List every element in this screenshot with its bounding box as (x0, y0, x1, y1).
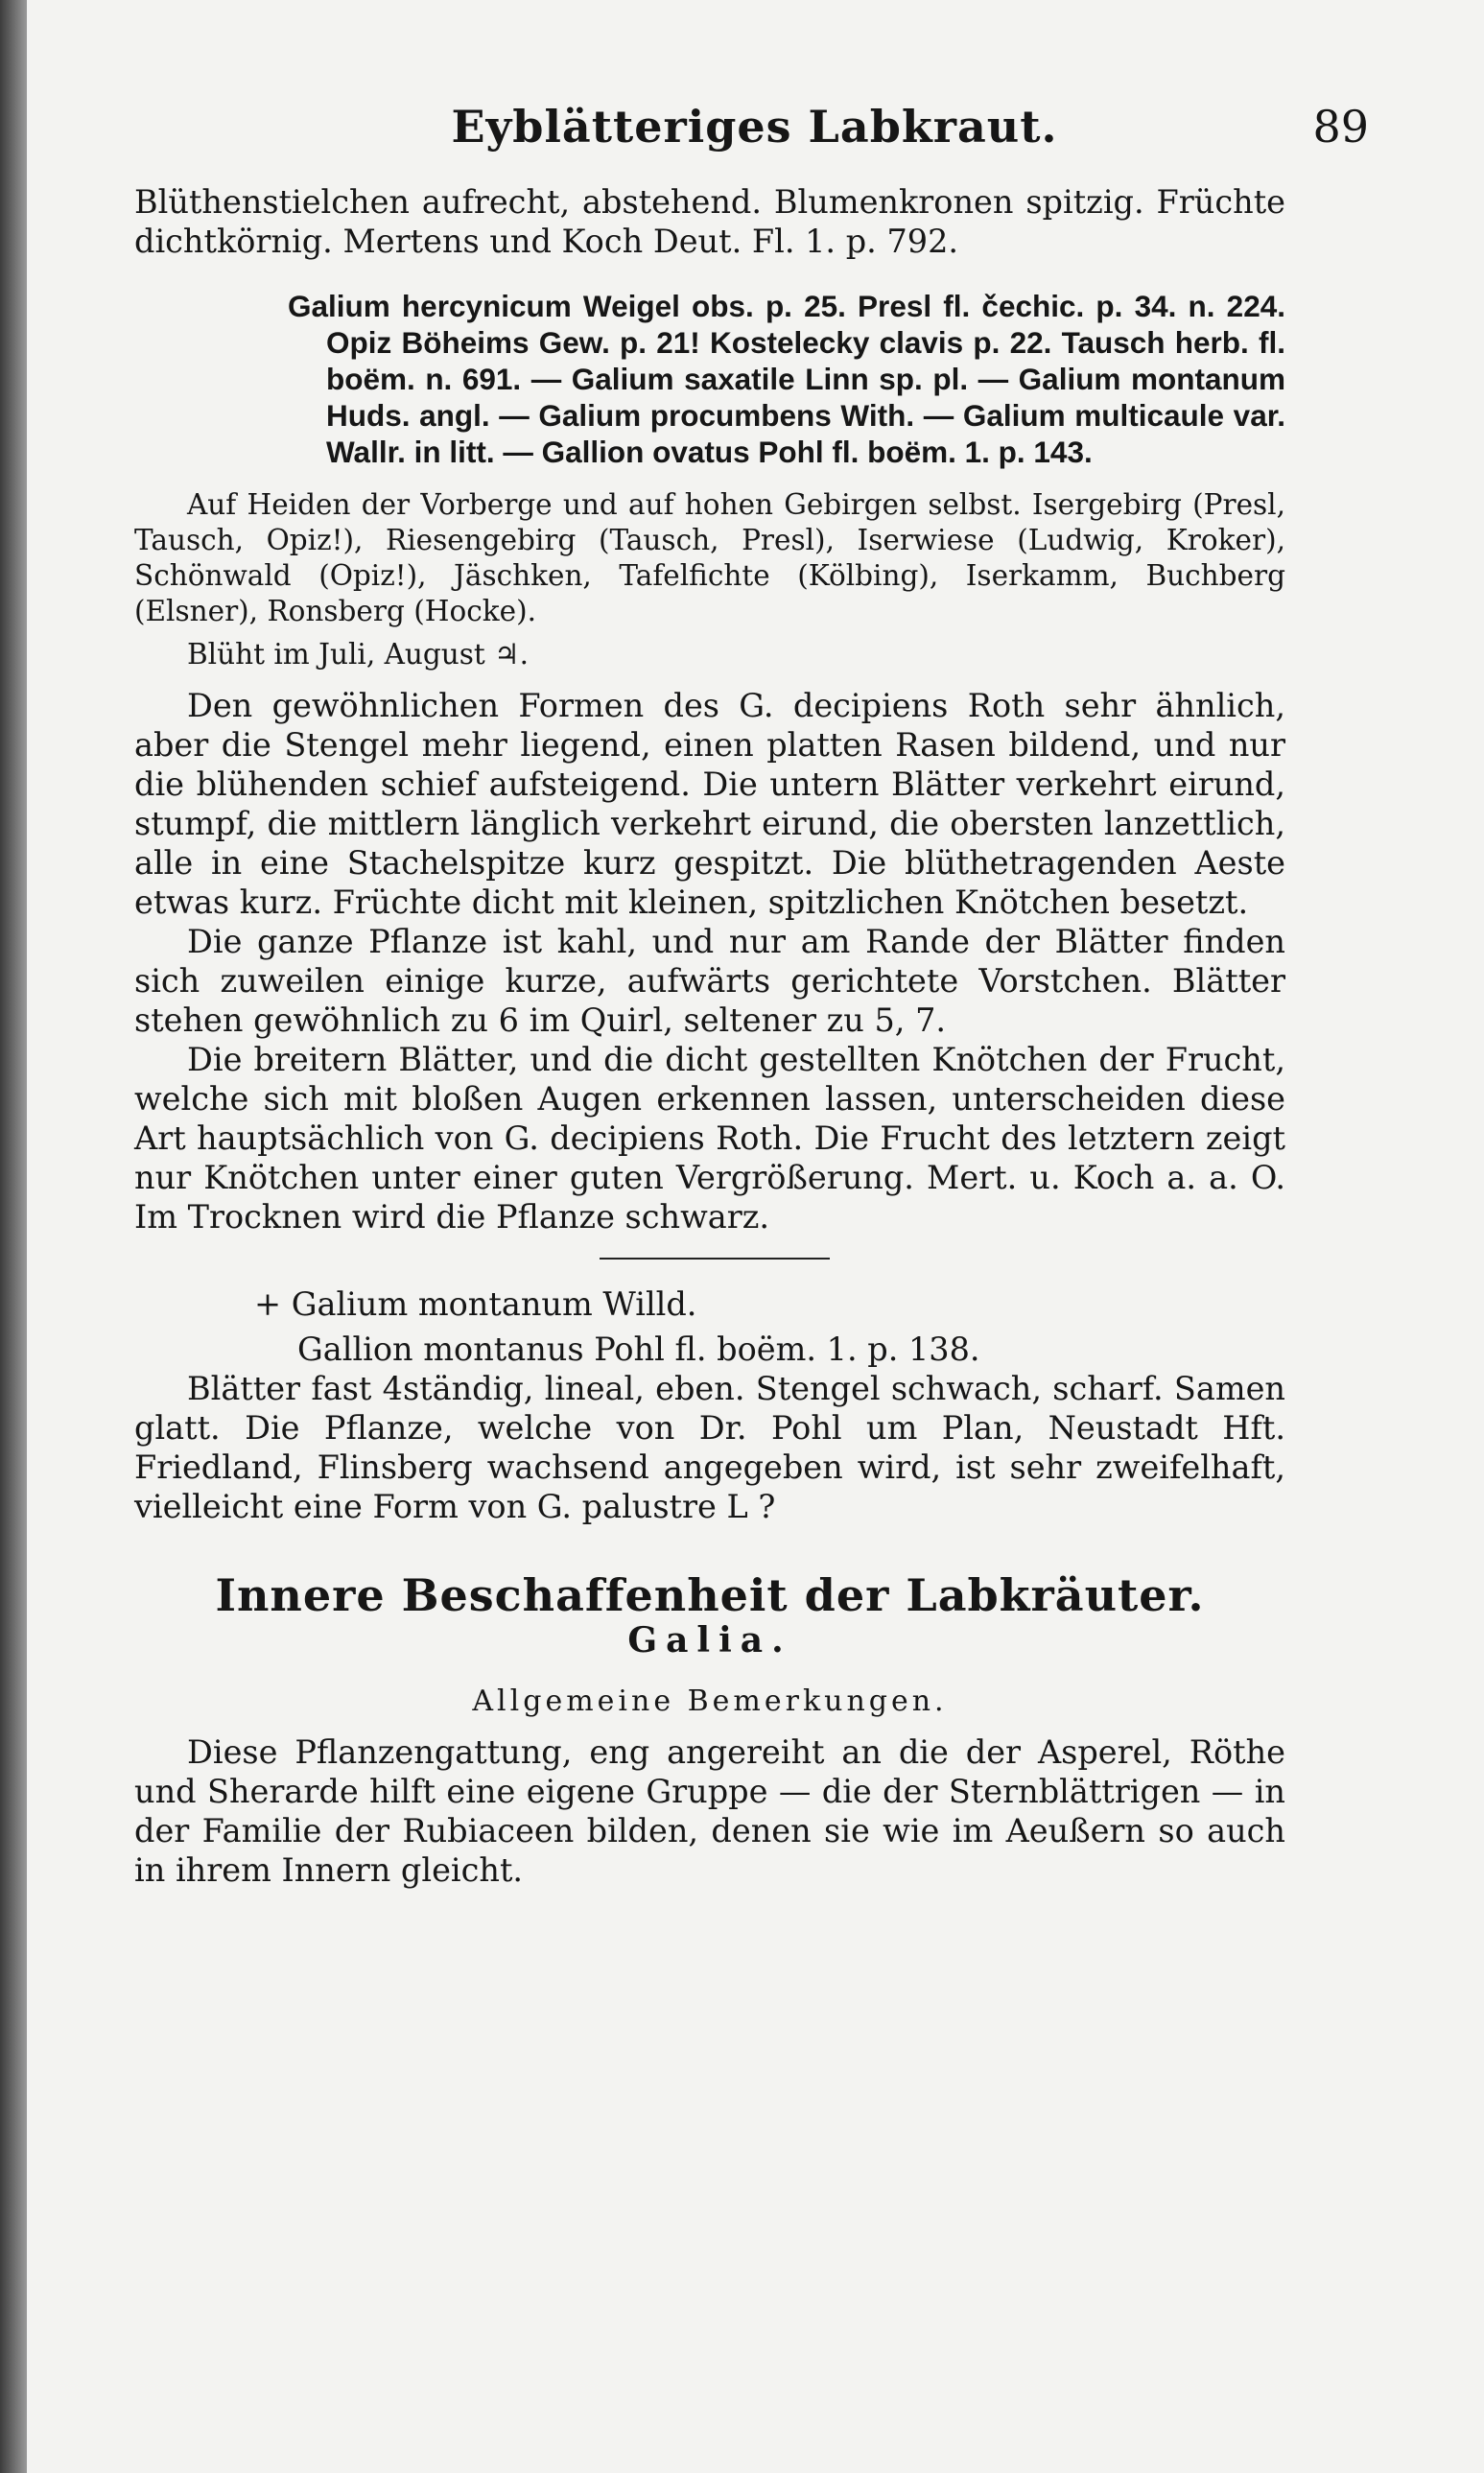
page-header (140, 101, 1369, 162)
running-title: Eyblätteriges Labkraut. (451, 101, 1058, 153)
book-page (27, 0, 1484, 2473)
species-synonym: Gallion montanus Pohl fl. boëm. 1. p. 138. (297, 1331, 980, 1368)
page-body (134, 182, 1285, 1890)
description-paragraph-6: Diese Pflanzengattung, eng angereiht an die der Asperel, Röthe und Sherarde hilft eine eigene Gruppe — die der Sternblättrigen — in der Familie der Rubiaceen bilden, denen sie wie im Aeußern so auch in ihrem Innern gleicht. (134, 1733, 1285, 1889)
description-paragraph-5: Blätter fast 4ständig, lineal, eben. Stengel schwach, scharf. Samen glatt. Die Pflanze, welche von Dr. Pohl um Plan, Neustadt Hft. Friedland, Flinsberg wachsend angegeben wird, ist sehr zweifelhaft, vielleicht eine Form von G. palustre L ? (134, 1370, 1285, 1525)
section-divider (600, 1258, 830, 1260)
synonym-list: Galium hercynicum Weigel obs. p. 25. Presl fl. čechic. p. 34. n. 224. Opiz Böheims Gew. p. 21! Kostelecky clavis p. 22. Tausch herb. fl. boëm. n. 691. — Galium saxatile Linn sp. pl. — Galium montanum Huds. angl. — Galium procumbens With. — Galium multicaule var. Wallr. in litt. — Gallion ovatus Pohl fl. boëm. 1. p. 143. (288, 289, 1285, 469)
description-paragraph-1: Blüthenstielchen aufrecht, abstehend. Blumenkronen spitzig. Früchte dichtkörnig. Mertens und Koch Deut. Fl. 1. p. 792. (134, 183, 1285, 260)
section-subheading: Galia. (627, 1620, 792, 1660)
habitat-paragraph: Auf Heiden der Vorberge und auf hohen Gebirgen selbst. Isergebirg (Presl, Tausch, Opiz!), Riesengebirg (Tausch, Presl), Iserwiese (Ludwig, Kroker), Schönwald (Opiz!), Jäschken, Tafelfichte (Kölbing), Iserkamm, Buchberg (Elsner), Ronsberg (Hocke). (134, 488, 1285, 627)
flowering-line: Blüht im Juli, August ♃. (187, 638, 529, 671)
section-subheading-2: Allgemeine Bemerkungen. (472, 1684, 948, 1718)
book-gutter-edge (0, 0, 27, 2473)
section-heading: Innere Beschaffenheit der Labkräuter. (215, 1569, 1205, 1621)
description-paragraph-3: Die ganze Pflanze ist kahl, und nur am Rande der Blätter finden sich zuweilen einige kurze, aufwärts gerichtete Vorstchen. Blätter stehen gewöhnlich zu 6 im Quirl, seltener zu 5, 7. (134, 923, 1285, 1039)
description-paragraph-4: Die breitern Blätter, und die dicht gestellten Knötchen der Frucht, welche sich mit bloßen Augen erkennen lassen, unterscheiden diese Art hauptsächlich von G. decipiens Roth. Die Frucht des letztern zeigt nur Knötchen unter einer guten Vergrößerung. Mert. u. Koch a. a. O. Im Trocknen wird die Pflanze schwarz. (134, 1041, 1285, 1236)
description-paragraph-2: Den gewöhnlichen Formen des G. decipiens Roth sehr ähnlich, aber die Stengel mehr liegend, einen platten Rasen bildend, und nur die blühenden schief aufsteigend. Die untern Blätter verkehrt eirund, stumpf, die mittlern länglich verkehrt eirund, die obersten lanzettlich, alle in eine Stachelspitze kurz gespitzt. Die blüthetragenden Aeste etwas kurz. Früchte dicht mit kleinen, spitzlichen Knötchen besetzt. (134, 687, 1285, 921)
page-number: 89 (1312, 101, 1369, 153)
species-title: + Galium montanum Willd. (254, 1285, 697, 1323)
